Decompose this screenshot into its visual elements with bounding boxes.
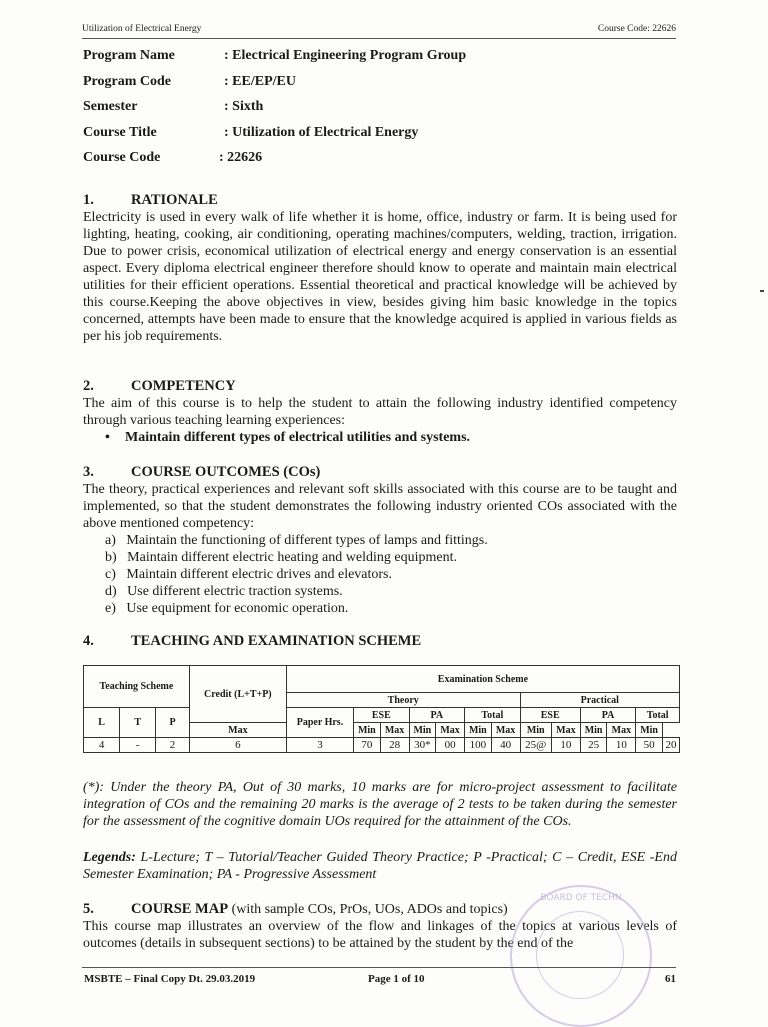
practical-header: Practical xyxy=(520,693,679,708)
min-header: Min xyxy=(409,723,436,738)
program-name-value: : Electrical Engineering Program Group xyxy=(224,48,467,63)
competency-heading: 2. COMPETENCY xyxy=(83,378,236,394)
scheme-table xyxy=(83,665,680,753)
table-cell: 25@ xyxy=(520,738,551,753)
stamp-text: BOARD OF TECHN xyxy=(540,893,622,903)
competency-text: The aim of this course is to help the student to attain the following industry identified competency through various teaching learning experiences: xyxy=(83,396,677,428)
competency-bullet: • Maintain different types of electrical utilities and systems. xyxy=(105,430,471,445)
program-code-value: : EE/EP/EU xyxy=(224,73,296,89)
theory-ese-header: ESE xyxy=(354,708,410,723)
max-header: Max xyxy=(607,723,636,738)
practical-total-header: Total xyxy=(636,708,680,723)
p-header: P xyxy=(156,708,190,738)
program-name-label: Program Name xyxy=(83,48,175,63)
theory-pa-header: PA xyxy=(409,708,465,723)
outcomes-list xyxy=(83,532,677,617)
course-title-label: Course Title xyxy=(83,124,157,140)
table-cell: 70 xyxy=(354,738,381,753)
section-course-outcomes xyxy=(83,464,677,617)
max-header: Max xyxy=(491,723,520,738)
table-cell: 25 xyxy=(580,738,607,753)
list-item: c) Maintain different electric drives and elevators. xyxy=(105,567,393,582)
table-cell: 2 xyxy=(156,738,190,753)
rationale-heading: 1. RATIONALE xyxy=(83,192,218,208)
table-cell: 00 xyxy=(436,738,465,753)
paper-hrs-header: Paper Hrs. xyxy=(286,708,353,738)
table-cell: 40 xyxy=(491,738,520,753)
exam-scheme-header: Examination Scheme xyxy=(286,666,679,693)
theory-total-header: Total xyxy=(465,708,521,723)
theory-header: Theory xyxy=(286,693,520,708)
l-header: L xyxy=(84,708,120,738)
section-rationale xyxy=(83,192,677,345)
board-seal-stamp xyxy=(510,885,652,1027)
section-competency xyxy=(83,378,677,446)
course-title-value: : Utilization of Electrical Energy xyxy=(224,124,419,140)
page-footer xyxy=(82,967,676,988)
table-cell: 50 xyxy=(636,738,663,753)
table-cell: 6 xyxy=(189,738,286,753)
min-header: Min xyxy=(354,723,381,738)
legends xyxy=(83,849,677,883)
credit-header: Credit (L+T+P) xyxy=(189,666,286,723)
page-header xyxy=(82,24,676,39)
max-header: Max xyxy=(380,723,409,738)
table-cell: 10 xyxy=(607,738,636,753)
header-course-code: Course Code: 22626 xyxy=(597,24,676,34)
table-cell: 20 xyxy=(662,738,679,753)
max-header: Max xyxy=(551,723,580,738)
semester-value: : Sixth xyxy=(224,99,264,114)
margin-mark xyxy=(760,290,764,292)
list-item: a) Maintain the functioning of different types of lamps and fittings. xyxy=(105,533,488,548)
t-header: T xyxy=(120,708,156,738)
legends-text: L-Lecture; T – Tutorial/Teacher Guided Theory Practice; P -Practical; C – Credit, ESE -End Semester Examination; PA - Progressive Assessment xyxy=(83,850,677,882)
section-scheme-heading xyxy=(83,633,677,650)
legends-label: Legends: xyxy=(83,850,136,865)
min-header: Min xyxy=(636,723,663,738)
rationale-text: Electricity is used in every walk of life whether it is home, office, industry or farm. It is being used for lighting, heating, cooking, air conditioning, operating machines/computers, welding, traction, irrigation. Due to power crisis, economical utilization of electrical energy and energy conservation is an essential aspect. Every diploma electrical engineer therefore should know to operate and maintain main electrical utilities for their efficient operations. Essential theoretical and practical knowledge will be achieved by this course.Keeping the above objectives in view, besides giving him basic knowledge in the topics concerned, attempts have been made to ensure that the knowledge acquired is applied in various fields as per his job requirements. xyxy=(83,210,677,344)
table-cell: 4 xyxy=(84,738,120,753)
min-header: Min xyxy=(465,723,492,738)
footer-copy-date: MSBTE – Final Copy Dt. 29.03.2019 xyxy=(84,973,256,985)
min-header: Min xyxy=(580,723,607,738)
table-cell: 30* xyxy=(409,738,436,753)
scheme-heading: 4. TEACHING AND EXAMINATION SCHEME xyxy=(83,633,422,649)
table-cell: 10 xyxy=(551,738,580,753)
outcomes-text: The theory, practical experiences and relevant soft skills associated with this course are to be taught and implemented, so that the student demonstrates the following industry oriented COs associated with the above mentioned competency: xyxy=(83,482,677,531)
max-header: Max xyxy=(189,723,286,738)
footer-folio: 61 xyxy=(665,973,676,985)
course-map-heading: 5. COURSE MAP (with sample COs, PrOs, UOs, ADOs and topics) xyxy=(83,901,508,917)
table-cell: - xyxy=(120,738,156,753)
max-header: Max xyxy=(436,723,465,738)
teaching-scheme-header: Teaching Scheme xyxy=(84,666,190,708)
header-course-name: Utilization of Electrical Energy xyxy=(82,24,202,34)
footer-page-number: Page 1 of 10 xyxy=(368,973,425,985)
semester-label: Semester xyxy=(83,99,138,114)
table-cell: 3 xyxy=(286,738,353,753)
list-item: d) Use different electric traction systems. xyxy=(105,584,343,599)
practical-ese-header: ESE xyxy=(520,708,580,723)
list-item: b) Maintain different electric heating and welding equipment. xyxy=(105,550,457,565)
list-item: e) Use equipment for economic operation. xyxy=(105,601,349,616)
outcomes-heading: 3. COURSE OUTCOMES (COs) xyxy=(83,464,321,480)
program-code-label: Program Code xyxy=(83,73,171,89)
scheme-footnote: (*): Under the theory PA, Out of 30 marks, 10 marks are for micro-project assessment to facilitate integration of COs and the remaining 20 marks is the average of 2 tests to be taken during the semester for the assessment of the cognitive domain UOs required for the attainment of the COs. xyxy=(83,780,677,829)
course-code-label: Course Code xyxy=(83,150,161,165)
min-header: Min xyxy=(520,723,551,738)
practical-pa-header: PA xyxy=(580,708,636,723)
table-cell: 28 xyxy=(380,738,409,753)
course-code-value: : 22626 xyxy=(219,150,263,165)
course-map-text: This course map illustrates an overview of the flow and linkages of the topics at various levels of outcomes (details in subsequent sections) to be attained by the student by the end of the xyxy=(83,919,677,951)
table-cell: 100 xyxy=(465,738,492,753)
